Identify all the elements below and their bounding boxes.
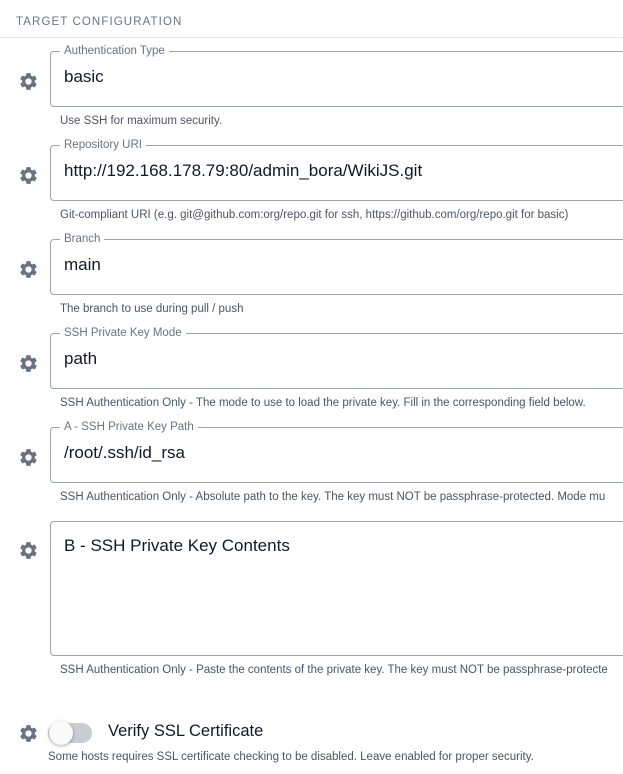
ssh-private-key-contents-textarea[interactable]	[50, 521, 623, 656]
authentication-type-value: basic	[64, 67, 104, 86]
ssh-private-key-mode-value: path	[64, 349, 98, 368]
authentication-type-hint: Use SSH for maximum security.	[60, 115, 223, 127]
gear-icon	[18, 259, 39, 280]
verify-ssl-certificate-label: Verify SSL Certificate	[108, 722, 264, 740]
verify-ssl-certificate-toggle[interactable]	[48, 723, 92, 743]
gear-icon	[18, 353, 39, 374]
ssh-private-key-mode-hint: SSH Authentication Only - The mode to use to load the private key. Fill in the corresponding field below.	[60, 397, 586, 409]
gear-icon	[18, 723, 39, 744]
branch-label: Branch	[60, 232, 104, 246]
gear-icon	[18, 447, 39, 468]
branch-value: main	[64, 255, 101, 274]
repository-uri-input[interactable]	[50, 139, 623, 201]
verify-ssl-certificate-hint: Some hosts requires SSL certificate checking to be disabled. Leave enabled for proper security.	[48, 751, 534, 763]
header-divider	[0, 37, 623, 38]
branch-input[interactable]	[50, 233, 623, 295]
toggle-knob	[49, 721, 73, 745]
branch-hint: The branch to use during pull / push	[60, 303, 244, 315]
repository-uri-value: http://192.168.178.79:80/admin_bora/WikiJS.git	[64, 161, 423, 180]
ssh-private-key-contents-label: B - SSH Private Key Contents	[64, 536, 290, 555]
ssh-private-key-contents-hint: SSH Authentication Only - Paste the contents of the private key. The key must NOT be passphrase-protecte	[60, 664, 608, 676]
ssh-private-key-mode-select[interactable]	[50, 327, 623, 389]
authentication-type-select[interactable]	[50, 45, 623, 107]
repository-uri-hint: Git-compliant URI (e.g. git@github.com:org/repo.git for ssh, https://github.com/org/repo.git for basic)	[60, 209, 569, 221]
ssh-private-key-path-hint: SSH Authentication Only - Absolute path to the key. The key must NOT be passphrase-protected. Mode mu	[60, 491, 606, 503]
authentication-type-label: Authentication Type	[60, 44, 169, 58]
ssh-private-key-mode-label: SSH Private Key Mode	[60, 326, 186, 340]
ssh-private-key-path-label: A - SSH Private Key Path	[60, 420, 198, 434]
gear-icon	[18, 540, 39, 561]
ssh-private-key-path-input[interactable]	[50, 421, 623, 483]
gear-icon	[18, 71, 39, 92]
page-title: TARGET CONFIGURATION	[16, 16, 183, 28]
gear-icon	[18, 165, 39, 186]
ssh-private-key-path-value: /root/.ssh/id_rsa	[64, 443, 185, 462]
repository-uri-label: Repository URI	[60, 138, 146, 152]
